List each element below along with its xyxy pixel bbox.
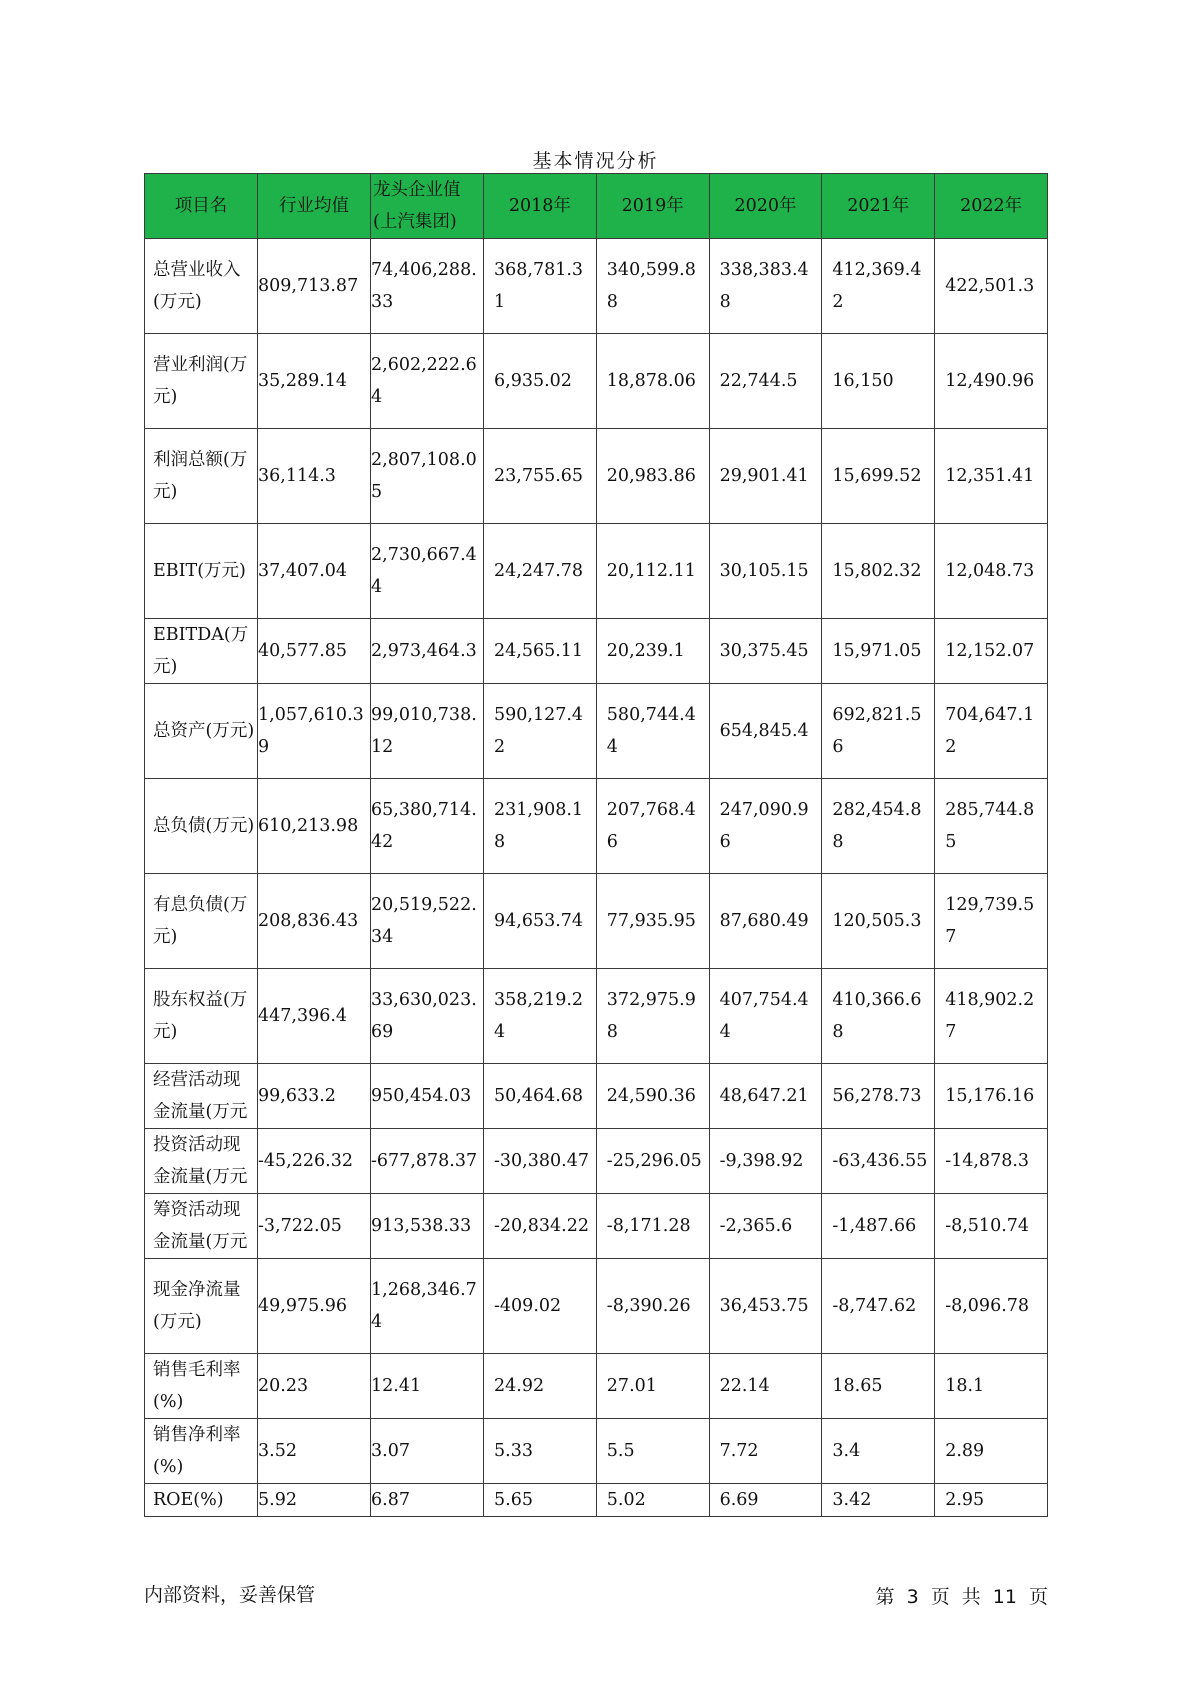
table-cell: 447,396.4 [258,969,371,1064]
table-cell: 30,105.15 [709,524,822,619]
table-cell: 247,090.96 [709,779,822,874]
table-cell: 12,351.41 [935,429,1048,524]
row-label: 投资活动现金流量(万元 [145,1129,258,1194]
table-cell: -14,878.3 [935,1129,1048,1194]
table-cell: -8,510.74 [935,1194,1048,1259]
table-cell: 99,010,738.12 [371,684,484,779]
table-row [145,969,1048,1064]
table-cell: -25,296.05 [596,1129,709,1194]
table-cell: 20,112.11 [596,524,709,619]
row-label: ROE(%) [145,1484,258,1517]
table-cell: 358,219.24 [484,969,597,1064]
table-cell: 6,935.02 [484,334,597,429]
table-cell: 208,836.43 [258,874,371,969]
column-header-2022: 2022年 [935,174,1048,239]
table-cell: 3.4 [822,1419,935,1484]
table-cell: 23,755.65 [484,429,597,524]
column-header-item: 项目名 [145,174,258,239]
table-cell: 412,369.42 [822,239,935,334]
table-cell: 36,114.3 [258,429,371,524]
table-cell: 338,383.48 [709,239,822,334]
table-cell: 18,878.06 [596,334,709,429]
table-cell: 15,176.16 [935,1064,1048,1129]
table-row [145,334,1048,429]
table-cell: 27.01 [596,1354,709,1419]
table-cell: 2,973,464.3 [371,619,484,684]
table-cell: -2,365.6 [709,1194,822,1259]
table-cell: 36,453.75 [709,1259,822,1354]
table-cell: 12,048.73 [935,524,1048,619]
table-cell: 77,935.95 [596,874,709,969]
table-cell: 2.89 [935,1419,1048,1484]
table-cell: 22,744.5 [709,334,822,429]
table-cell: 1,268,346.74 [371,1259,484,1354]
table-row [145,239,1048,334]
table-cell: 372,975.98 [596,969,709,1064]
table-cell: -30,380.47 [484,1129,597,1194]
column-header-leader: 龙头企业值(上汽集团) [371,174,484,239]
table-cell: -8,096.78 [935,1259,1048,1354]
row-label: 总营业收入(万元) [145,239,258,334]
table-cell: 282,454.88 [822,779,935,874]
table-cell: 5.65 [484,1484,597,1517]
table-row [145,1129,1048,1194]
table-cell: 5.33 [484,1419,597,1484]
table-cell: 40,577.85 [258,619,371,684]
table-cell: -1,487.66 [822,1194,935,1259]
table-cell: 5.02 [596,1484,709,1517]
table-cell: 20,983.86 [596,429,709,524]
table-cell: 20,519,522.34 [371,874,484,969]
table-cell: 2,730,667.44 [371,524,484,619]
table-cell: 692,821.56 [822,684,935,779]
table-row [145,1194,1048,1259]
table-cell: 50,464.68 [484,1064,597,1129]
table-cell: -20,834.22 [484,1194,597,1259]
table-cell: 2,602,222.64 [371,334,484,429]
row-label: 销售毛利率(%) [145,1354,258,1419]
table-cell: 24,590.36 [596,1064,709,1129]
table-row [145,1484,1048,1517]
table-cell: 12.41 [371,1354,484,1419]
column-header-2019: 2019年 [596,174,709,239]
table-cell: 65,380,714.42 [371,779,484,874]
table-cell: 24,565.11 [484,619,597,684]
table-cell: -3,722.05 [258,1194,371,1259]
table-cell: 20.23 [258,1354,371,1419]
table-cell: 48,647.21 [709,1064,822,1129]
row-label: EBIT(万元) [145,524,258,619]
table-cell: 15,802.32 [822,524,935,619]
table-row [145,1064,1048,1129]
table-cell: 12,152.07 [935,619,1048,684]
table-cell: 20,239.1 [596,619,709,684]
table-cell: 368,781.31 [484,239,597,334]
table-cell: 704,647.12 [935,684,1048,779]
table-cell: 422,501.3 [935,239,1048,334]
column-header-2021: 2021年 [822,174,935,239]
table-cell: 3.07 [371,1419,484,1484]
row-label: 筹资活动现金流量(万元 [145,1194,258,1259]
table-cell: 18.1 [935,1354,1048,1419]
table-cell: -8,747.62 [822,1259,935,1354]
table-row [145,619,1048,684]
table-cell: 29,901.41 [709,429,822,524]
table-cell: 1,057,610.39 [258,684,371,779]
table-cell: -9,398.92 [709,1129,822,1194]
table-row [145,874,1048,969]
table-cell: -63,436.55 [822,1129,935,1194]
table-cell: 580,744.44 [596,684,709,779]
table-cell: -677,878.37 [371,1129,484,1194]
table-cell: 654,845.4 [709,684,822,779]
table-cell: 590,127.42 [484,684,597,779]
table-cell: 37,407.04 [258,524,371,619]
table-row [145,429,1048,524]
table-cell: 231,908.18 [484,779,597,874]
table-cell: 12,490.96 [935,334,1048,429]
row-label: 经营活动现金流量(万元 [145,1064,258,1129]
table-cell: 7.72 [709,1419,822,1484]
table-cell: 49,975.96 [258,1259,371,1354]
table-cell: 6.87 [371,1484,484,1517]
table-cell: 16,150 [822,334,935,429]
table-cell: 809,713.87 [258,239,371,334]
table-cell: 33,630,023.69 [371,969,484,1064]
table-cell: 94,653.74 [484,874,597,969]
basic-analysis-table [144,173,1048,1517]
footer-confidential-note: 内部资料，妥善保管 [144,1584,316,1606]
table-cell: 15,971.05 [822,619,935,684]
table-cell: -8,390.26 [596,1259,709,1354]
table-row [145,524,1048,619]
table-cell: 120,505.3 [822,874,935,969]
table-cell: 30,375.45 [709,619,822,684]
row-label: 总负债(万元) [145,779,258,874]
table-cell: 3.42 [822,1484,935,1517]
row-label: 现金净流量(万元) [145,1259,258,1354]
table-cell: 913,538.33 [371,1194,484,1259]
table-cell: 410,366.68 [822,969,935,1064]
table-cell: 340,599.88 [596,239,709,334]
row-label: 销售净利率(%) [145,1419,258,1484]
table-cell: 285,744.85 [935,779,1048,874]
table-cell: -45,226.32 [258,1129,371,1194]
row-label: 总资产(万元) [145,684,258,779]
table-cell: 207,768.46 [596,779,709,874]
table-cell: 99,633.2 [258,1064,371,1129]
table-cell: 2,807,108.05 [371,429,484,524]
table-cell: 418,902.27 [935,969,1048,1064]
page-title: 基本情况分析 [532,150,659,172]
column-header-2018: 2018年 [484,174,597,239]
row-label: 股东权益(万元) [145,969,258,1064]
footer-page-number: 第 3 页 共 11 页 [875,1586,1048,1608]
table-row [145,1354,1048,1419]
row-label: 利润总额(万元) [145,429,258,524]
row-label: EBITDA(万元) [145,619,258,684]
table-row [145,779,1048,874]
table-cell: 2.95 [935,1484,1048,1517]
table-cell: 3.52 [258,1419,371,1484]
table-cell: 610,213.98 [258,779,371,874]
table-row [145,1259,1048,1354]
table-cell: -409.02 [484,1259,597,1354]
table-cell: 35,289.14 [258,334,371,429]
table-cell: 407,754.44 [709,969,822,1064]
table-cell: 5.92 [258,1484,371,1517]
table-cell: 5.5 [596,1419,709,1484]
table-cell: 950,454.03 [371,1064,484,1129]
table-cell: 87,680.49 [709,874,822,969]
table-cell: 129,739.57 [935,874,1048,969]
table-cell: 22.14 [709,1354,822,1419]
table-cell: 56,278.73 [822,1064,935,1129]
table-cell: 6.69 [709,1484,822,1517]
table-cell: 24,247.78 [484,524,597,619]
column-header-industry-avg: 行业均值 [258,174,371,239]
table-row [145,1419,1048,1484]
table-cell: 74,406,288.33 [371,239,484,334]
table-header-row [145,174,1048,239]
column-header-2020: 2020年 [709,174,822,239]
table-cell: -8,171.28 [596,1194,709,1259]
table-cell: 24.92 [484,1354,597,1419]
table-row [145,684,1048,779]
table-cell: 15,699.52 [822,429,935,524]
table-cell: 18.65 [822,1354,935,1419]
row-label: 营业利润(万元) [145,334,258,429]
row-label: 有息负债(万元) [145,874,258,969]
